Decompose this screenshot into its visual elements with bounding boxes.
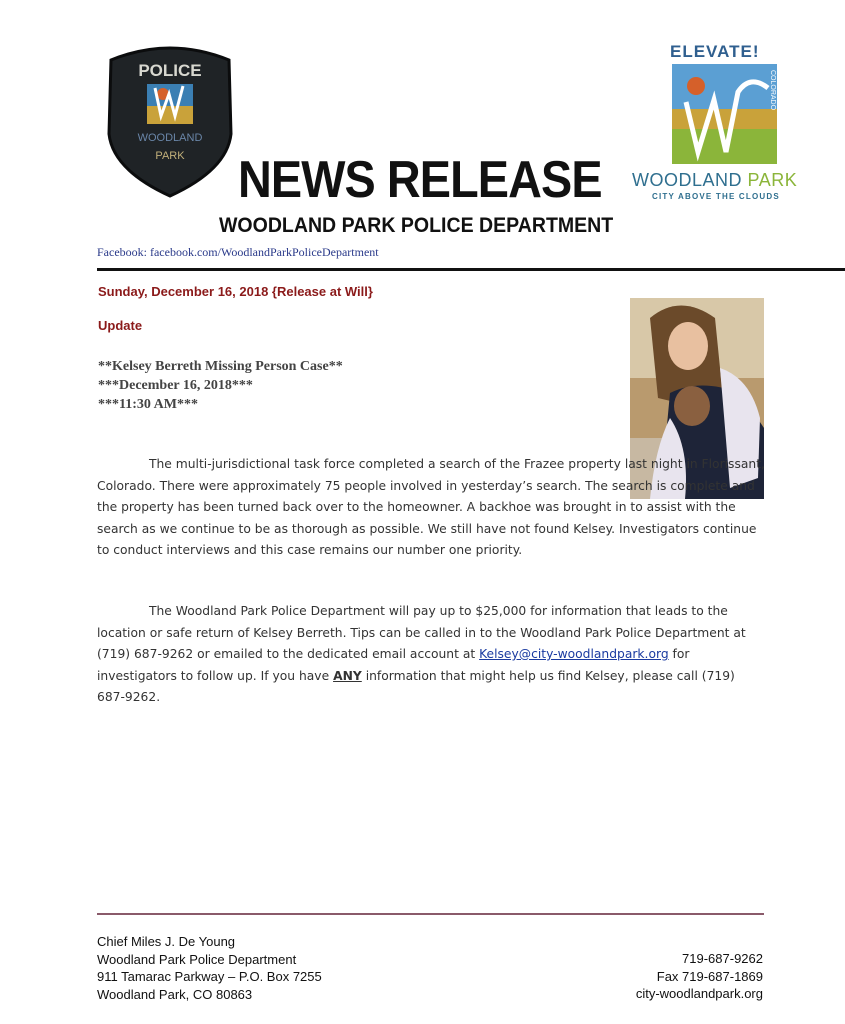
footer-contact-left <box>97 933 322 1003</box>
svg-text:PARK: PARK <box>155 150 185 162</box>
footer-contact-right <box>636 950 763 1003</box>
footer-fax: Fax 719-687-1869 <box>656 968 763 984</box>
logo-city-name: WOODLAND PARK <box>632 170 798 190</box>
footer-address2: Woodland Park, CO 80863 <box>97 986 253 1002</box>
facebook-link[interactable]: Facebook: facebook.com/WoodlandParkPoliceDepartment <box>97 245 379 259</box>
footer-phone: 719-687-9262 <box>682 951 763 966</box>
footer-address1: 911 Tamarac Parkway – P.O. Box 7255 <box>97 969 322 984</box>
logo-tagline: CITY ABOVE THE CLOUDS <box>652 192 780 201</box>
case-heading <box>98 357 343 414</box>
body-paragraph-2: The Woodland Park Police Department will pay up to $25,000 for information that leads to the location or safe return of Kelsey Berreth. Tips can be called in to the Woodland Park Police Department at (719) 687-9262 or emailed to the dedicated email account at Kelsey@city-woodlandpark.org for investigators to follow up. If you have ANY information that might help us find Kelsey, please call (719) 687-9262. <box>97 604 746 704</box>
emphasis-any: ANY <box>333 668 362 683</box>
department-name: WOODLAND PARK POLICE DEPARTMENT <box>219 214 614 237</box>
update-label: Update <box>98 318 143 333</box>
case-title: **Kelsey Berreth Missing Person Case** <box>98 359 343 374</box>
header-divider <box>97 268 845 271</box>
body-paragraph-1: The multi-jurisdictional task force completed a search of the Frazee property last night in Florissant, Colorado. There were approximately 75 people involved in yesterday’s search. The search is complete and the property has been turned back over to the homeowner. A backhoe was brought in to assist with the search as we continue to be as thorough as possible. We still have not found Kelsey. Investigators continue to conduct interviews and this case remains our number one priority. <box>97 457 765 557</box>
footer-chief: Chief Miles J. De Young <box>97 934 236 949</box>
logo-elevate-text: ELEVATE! <box>670 42 760 61</box>
footer-divider <box>97 913 764 915</box>
case-date: ***December 16, 2018*** <box>98 378 253 393</box>
footer-dept: Woodland Park Police Department <box>97 951 297 967</box>
city-logo-graphic <box>672 64 777 164</box>
footer-website[interactable]: city-woodlandpark.org <box>635 986 763 1001</box>
svg-text:POLICE: POLICE <box>138 61 202 80</box>
city-logo <box>630 40 825 205</box>
release-date: Sunday, December 16, 2018 {Release at Will} <box>98 284 373 299</box>
tips-email-link[interactable]: Kelsey@city-woodlandpark.org <box>479 647 669 661</box>
police-patch-logo <box>103 42 237 198</box>
svg-text:COLORADO: COLORADO <box>769 70 776 111</box>
headline: NEWS RELEASE <box>238 151 602 209</box>
svg-text:WOODLAND: WOODLAND <box>137 132 203 144</box>
case-time: ***11:30 AM*** <box>98 397 198 412</box>
